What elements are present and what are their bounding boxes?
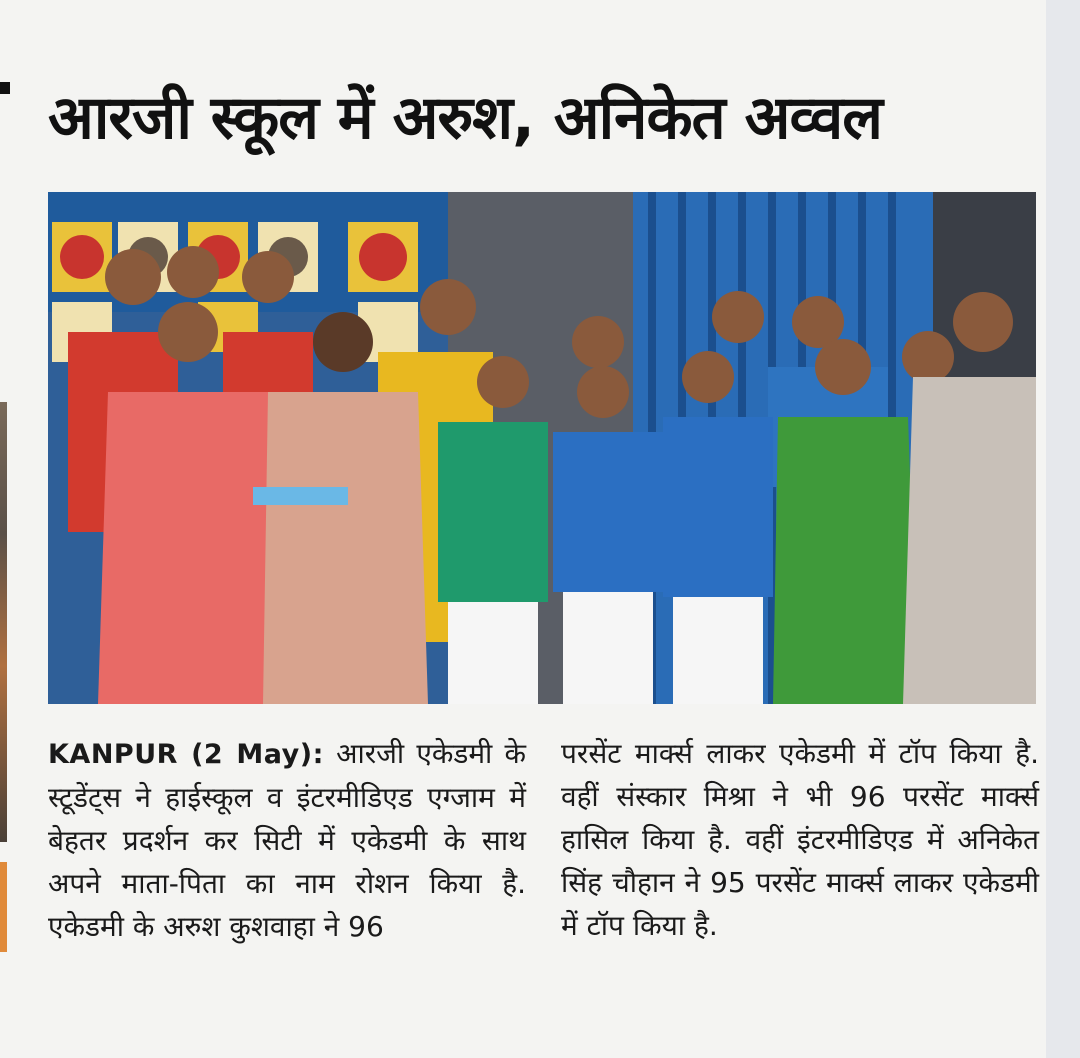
adjacent-photo-edge: [0, 402, 7, 842]
headline: आरजी स्कूल में अरुश, अनिकेत अव्वल: [48, 83, 882, 153]
right-margin-strip: [1046, 0, 1080, 1058]
group-photo-icon: [48, 192, 1036, 704]
article-dateline: KANPUR (2 May):: [48, 739, 324, 770]
article-column-1-text: आरजी एकेडमी के स्टूडेंट्स ने हाईस्कूल व इंटरमीडिएड एग्जाम में बेहतर प्रदर्शन कर सिटी में एकेडमी के साथ अपने माता-पिता का नाम रोशन किया है. एकेडमी के अरुश कुशवाहा ने 96: [48, 737, 526, 943]
article-column-1: [48, 732, 526, 948]
left-column-rule-mark: [0, 82, 10, 94]
article-column-2: [561, 732, 1039, 947]
article-column-2-text: परसेंट मार्क्स लाकर एकेडमी में टॉप किया है. वहीं संस्कार मिश्रा ने भी 96 परसेंट मार्क्स हासिल किया है. वहीं इंटरमीडिएड में अनिकेत सिंह चौहान ने 95 परसेंट मार्क्स लाकर एकेडमी में टॉप किया है.: [561, 737, 1039, 942]
group-photo: [48, 192, 1036, 704]
article-body: [48, 732, 1038, 1032]
adjacent-photo-edge-lower: [0, 862, 7, 952]
